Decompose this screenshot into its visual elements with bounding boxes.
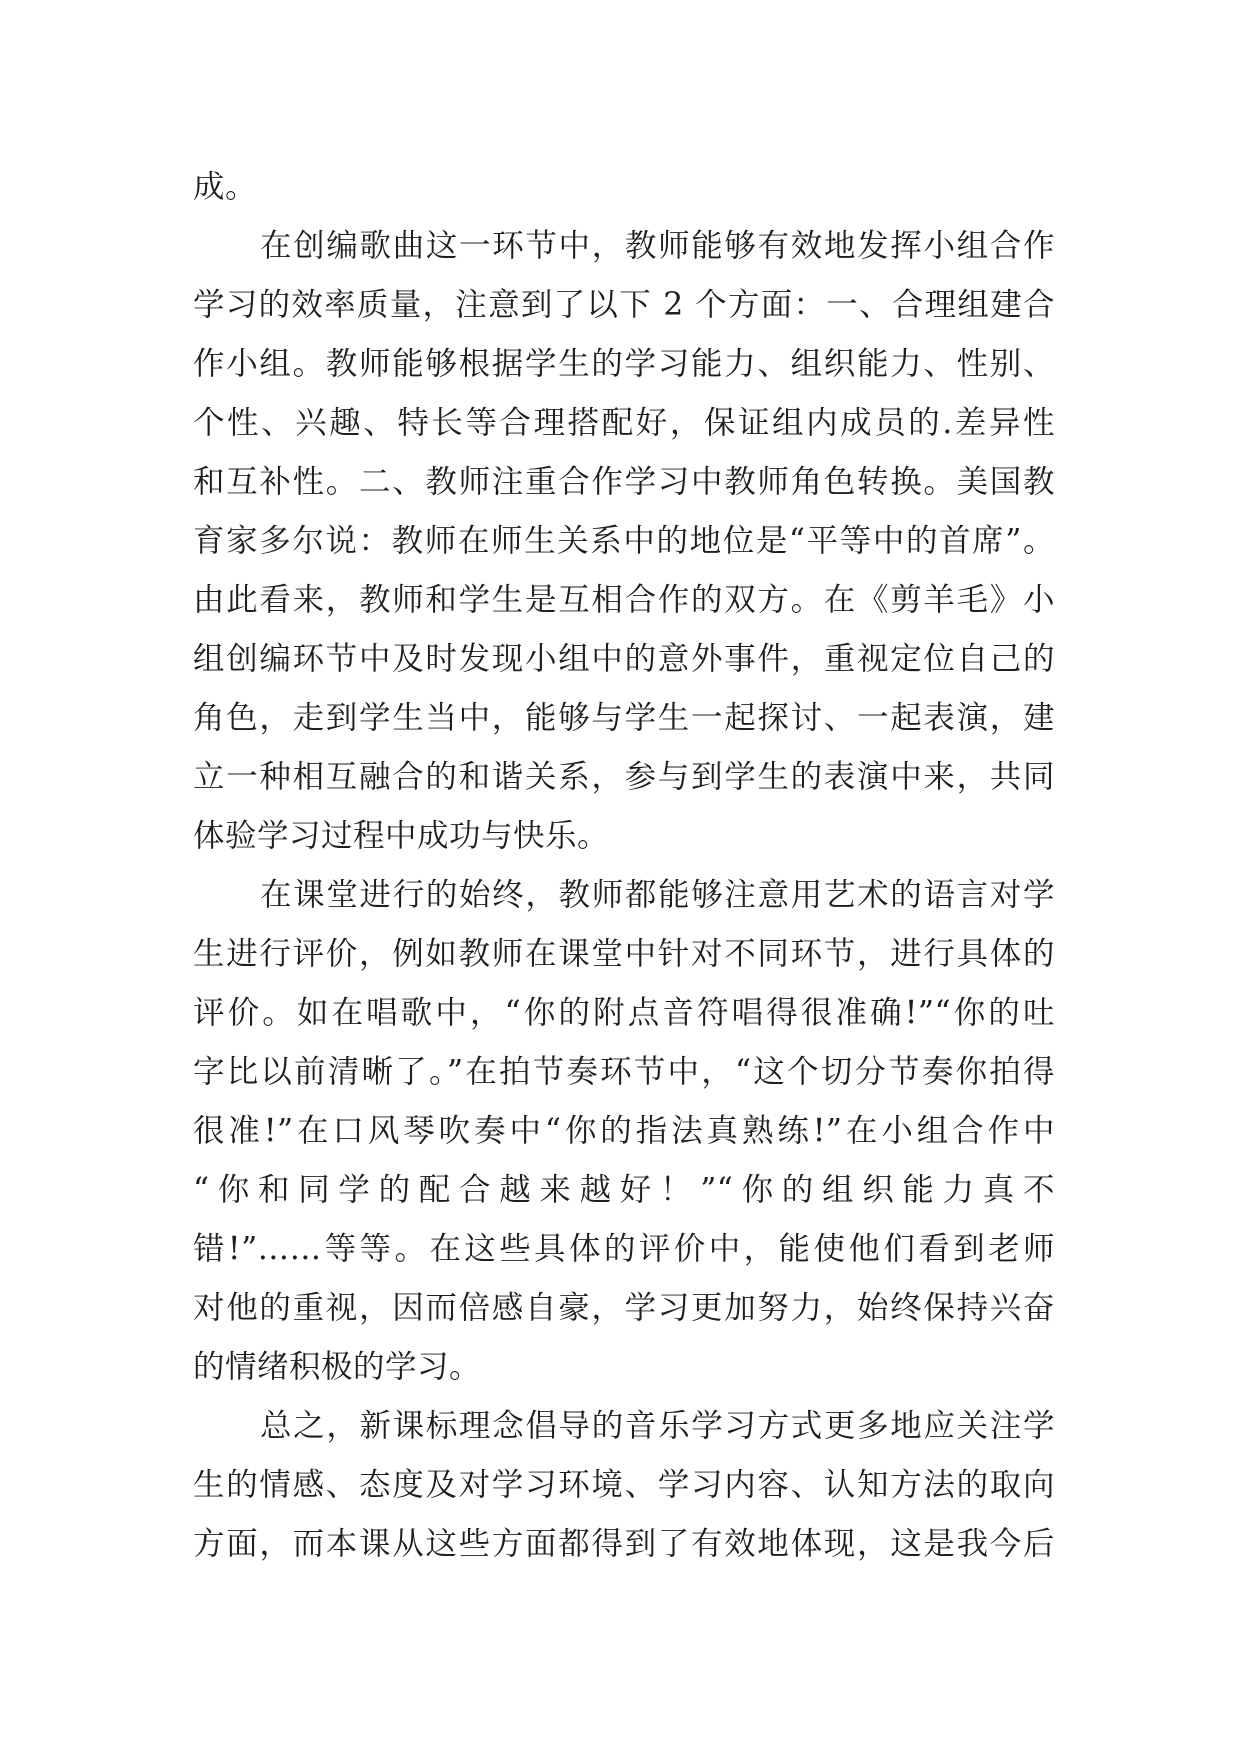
text-line: 很准!”在口风琴吹奏中“你的指法真熟练!”在小组合作中	[193, 1113, 1055, 1149]
body-text	[193, 158, 1055, 1574]
text-line: 个性、兴趣、特长等合理搭配好，保证组内成员的.差异性	[193, 405, 1055, 441]
text-line: 字比以前清晰了。”在拍节奏环节中，“这个切分节奏你拍得	[193, 1054, 1055, 1090]
text-line: 角色，走到学生当中，能够与学生一起探讨、一起表演，建	[193, 700, 1055, 736]
text-line: 错!”……等等。在这些具体的评价中，能使他们看到老师	[193, 1231, 1055, 1267]
text-line: 和互补性。二、教师注重合作学习中教师角色转换。美国教	[193, 464, 1055, 500]
text-line: 立一种相互融合的和谐关系，参与到学生的表演中来，共同	[193, 759, 1055, 795]
text-line: 生的情感、态度及对学习环境、学习内容、认知方法的取向	[193, 1467, 1055, 1503]
text-line: 对他的重视，因而倍感自豪，学习更加努力，始终保持兴奋	[193, 1290, 1055, 1326]
text-line: 评价。如在唱歌中，“你的附点音符唱得很准确!”“你的吐	[193, 995, 1055, 1031]
text-line: 总之，新课标理念倡导的音乐学习方式更多地应关注学	[260, 1408, 1055, 1444]
text-line: 方面，而本课从这些方面都得到了有效地体现，这是我今后	[193, 1526, 1055, 1562]
text-line: 体验学习过程中成功与快乐。	[193, 818, 610, 854]
text-line: 成。	[193, 169, 258, 205]
text-line: 的情绪积极的学习。	[193, 1349, 482, 1385]
text-line: 在创编歌曲这一环节中，教师能够有效地发挥小组合作	[260, 228, 1055, 264]
text-line: 生进行评价，例如教师在课堂中针对不同环节，进行具体的	[193, 936, 1055, 972]
text-line: 学习的效率质量，注意到了以下 2 个方面：一、合理组建合	[193, 287, 1055, 323]
text-line: 作小组。教师能够根据学生的学习能力、组织能力、性别、	[193, 346, 1055, 382]
text-line: 由此看来，教师和学生是互相合作的双方。在《剪羊毛》小	[193, 582, 1055, 618]
text-line: “你和同学的配合越来越好！”“你的组织能力真不	[193, 1172, 1055, 1208]
text-line: 育家多尔说：教师在师生关系中的地位是“平等中的首席”。	[193, 523, 1055, 559]
text-line: 在课堂进行的始终，教师都能够注意用艺术的语言对学	[260, 877, 1055, 913]
text-line: 组创编环节中及时发现小组中的意外事件，重视定位自己的	[193, 641, 1055, 677]
